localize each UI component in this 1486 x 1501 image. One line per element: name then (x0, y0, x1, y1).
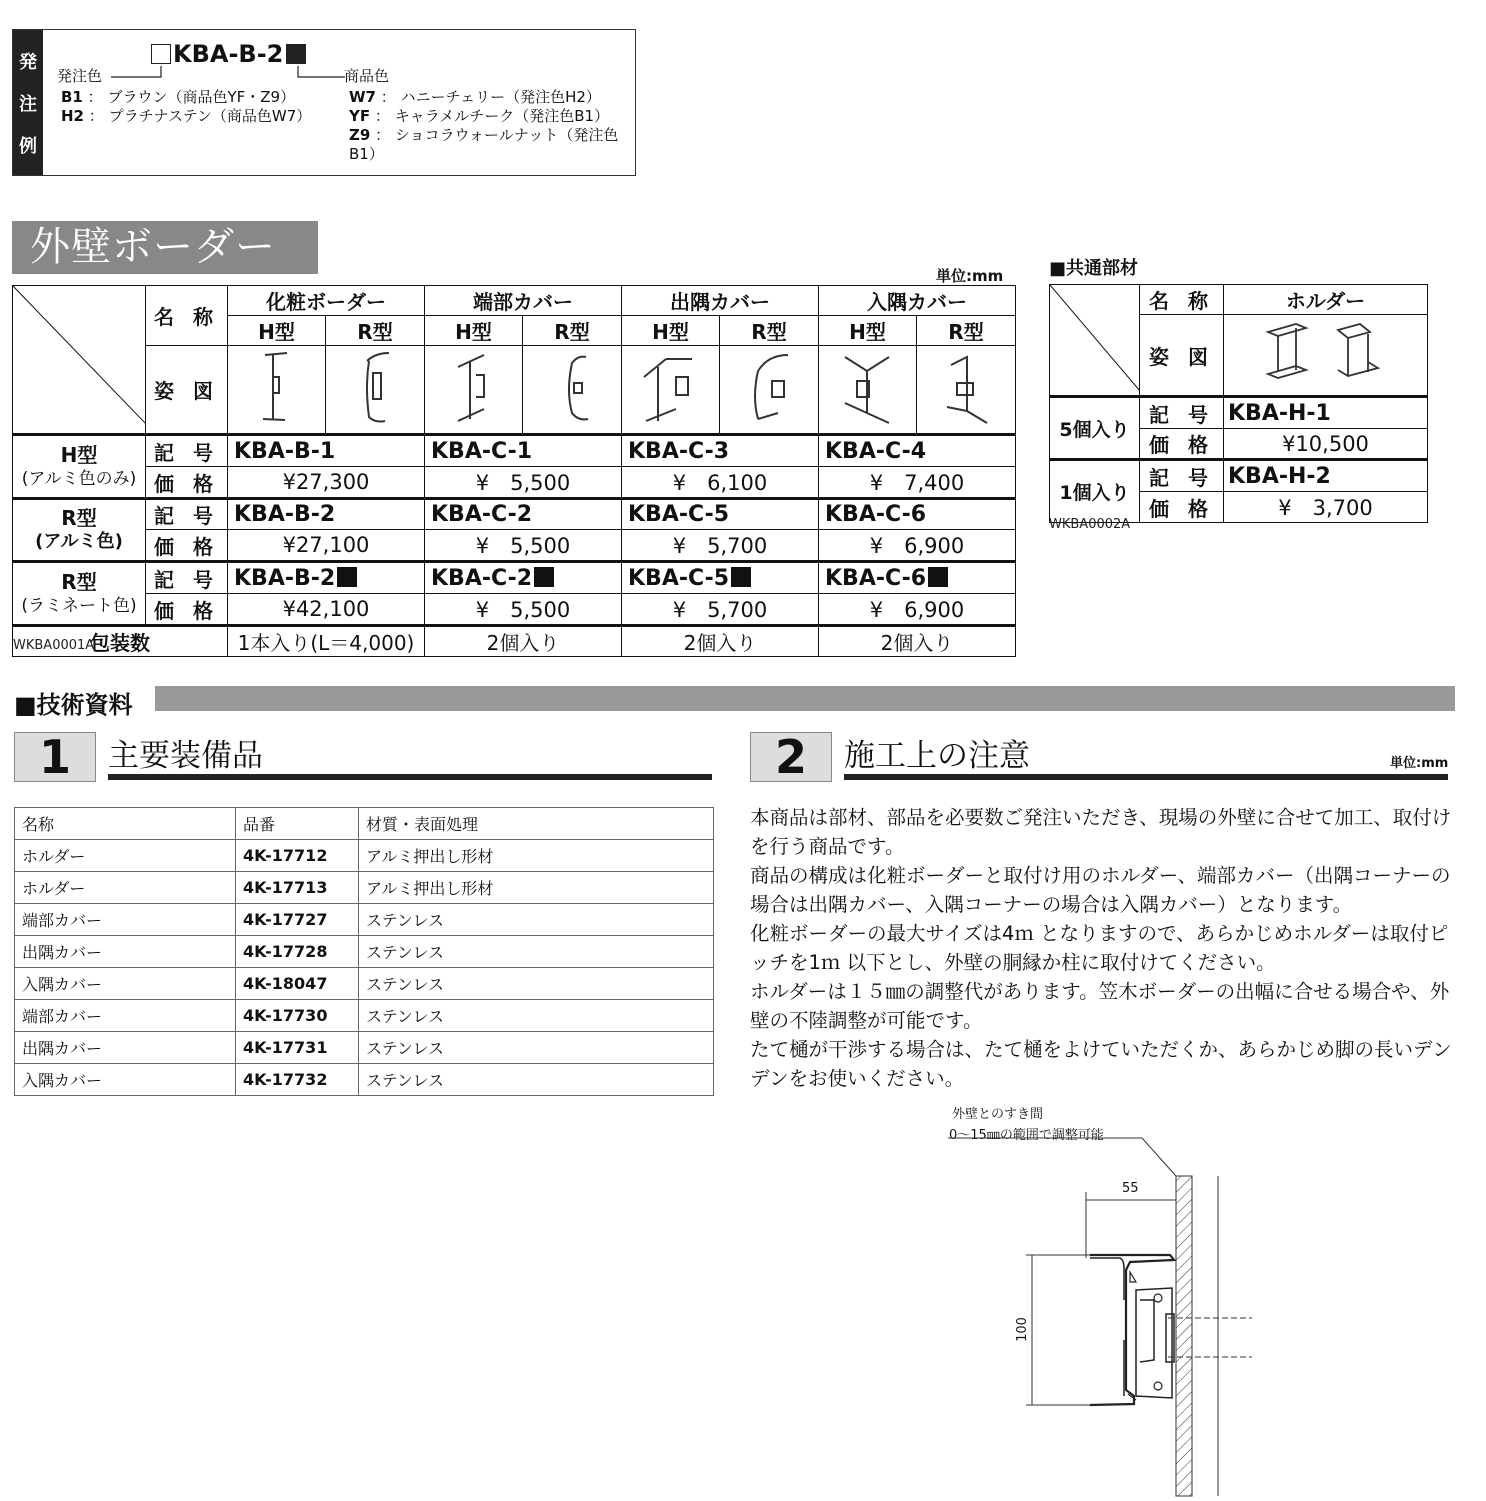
product-code: KBA-B-2 (228, 499, 425, 530)
part-name: 入隅カバー (15, 1064, 236, 1096)
part-name: 出隅カバー (15, 1032, 236, 1064)
row-type: R型 (61, 506, 97, 530)
product-price: ¥ 5,700 (622, 530, 819, 562)
figure-end-h (425, 346, 523, 435)
part-name: ホルダー (15, 872, 236, 904)
type-h: H型 (622, 316, 720, 346)
sep: ： (380, 88, 396, 106)
price-label: 価 格 (146, 530, 228, 562)
order-colors-list (61, 88, 311, 126)
figure-label: 姿 図 (1140, 315, 1224, 397)
part-name: 出隅カバー (15, 936, 236, 968)
part-material: ステンレス (359, 1032, 714, 1064)
sep: ： (88, 107, 104, 125)
sep: ： (374, 107, 390, 125)
part-material: アルミ押出し形材 (359, 840, 714, 872)
product-code-cell (228, 562, 425, 594)
part-number: 4K-17727 (236, 904, 359, 936)
row-type-label (13, 499, 146, 562)
holder-code: KBA-H-2 (1224, 460, 1428, 492)
type-h: H型 (819, 316, 917, 346)
holder-price: ¥10,500 (1224, 429, 1428, 460)
order-color-code: B1 (61, 88, 83, 106)
order-example-box (12, 29, 636, 176)
dim-width: 55 (1122, 1181, 1139, 1196)
note-paragraph: 商品の構成は化粧ボーダーと取付け用のホルダー、端部カバー（出隅コーナーの場合は出隅カバー、入隅コーナーの場合は入隅カバー）となります。 (750, 864, 1451, 916)
gap-label-2: 0～15㎜の範囲で調整可能 (949, 1128, 1104, 1143)
part-material: ステンレス (359, 968, 714, 1000)
section-underline (108, 774, 712, 780)
product-code: KBA-C-3 (622, 435, 819, 467)
product-price: ¥ 6,900 (819, 530, 1016, 562)
common-parts-table (1049, 284, 1428, 523)
figure-end-r (523, 346, 622, 435)
type-r: R型 (523, 316, 622, 346)
holder-name: ホルダー (1224, 285, 1428, 315)
parts-table (14, 807, 714, 1096)
holder-price: ¥ 3,700 (1224, 492, 1428, 523)
color-square-icon (337, 567, 357, 587)
section-title: 施工上の注意 (844, 738, 1030, 774)
note-paragraph: ホルダーは１５㎜の調整代があります。笠木ボーダーの出幅に合せる場合や、外壁の不陸調整が可能です。 (750, 980, 1450, 1032)
part-number: 4K-17713 (236, 872, 359, 904)
holder-figure-drawing (1256, 318, 1396, 388)
holder-figure (1224, 315, 1428, 397)
unit-label: 単位:mm (1390, 756, 1449, 771)
qty-label: 1個入り (1050, 460, 1140, 523)
row-subtype: (アルミ色) (35, 531, 123, 552)
part-name: 端部カバー (15, 904, 236, 936)
outer-r-figure (734, 347, 804, 427)
row-type: H型 (60, 442, 98, 467)
row-subtype: (アルミ色のみ) (21, 468, 137, 489)
product-code: KBA-C-5 (622, 499, 819, 530)
parts-header-name: 名称 (15, 808, 236, 840)
product-code: KBA-C-4 (819, 435, 1016, 467)
product-code-cell (425, 562, 622, 594)
product-price: ¥ 5,500 (425, 530, 622, 562)
part-material: ステンレス (359, 904, 714, 936)
row-subtype: (ラミネート色) (21, 595, 137, 616)
note-paragraph: たて樋が干渉する場合は、たて樋をよけていただくか、あらかじめ脚の長いデンデンをお使いください。 (750, 1038, 1452, 1090)
package-qty: 1本入り(L＝4,000) (228, 626, 425, 657)
type-r: R型 (326, 316, 425, 346)
product-price: ¥ 6,900 (819, 594, 1016, 626)
package-qty: 2個入り (819, 626, 1016, 657)
table-row (15, 1064, 714, 1096)
table-row (15, 936, 714, 968)
figure-border-h (228, 346, 326, 435)
product-color-code: YF (349, 107, 371, 125)
part-number: 4K-17728 (236, 936, 359, 968)
part-material: ステンレス (359, 936, 714, 968)
row-type: R型 (61, 569, 97, 594)
product-color-text: ハニーチェリー（発注色H2） (400, 88, 601, 106)
figure-border-r (326, 346, 425, 435)
qty-label: 5個入り (1050, 397, 1140, 460)
part-name: ホルダー (15, 840, 236, 872)
parts-header-code: 品番 (236, 808, 359, 840)
table-row (15, 904, 714, 936)
package-qty: 2個入り (425, 626, 622, 657)
price-label: 価 格 (1140, 492, 1224, 523)
product-code: KBA-B-1 (228, 435, 425, 467)
product-code: KBA-B-2 (234, 565, 336, 591)
part-material: ステンレス (359, 1000, 714, 1032)
product-price: ¥27,100 (228, 530, 425, 562)
order-color-row (61, 107, 311, 126)
type-h: H型 (425, 316, 523, 346)
product-colors-list (349, 88, 635, 164)
order-side-char: 注 (19, 93, 37, 115)
tech-docs-bar (155, 686, 1455, 711)
part-number: 4K-18047 (236, 968, 359, 1000)
dim-height: 100 (1014, 1317, 1030, 1342)
diagonal-header-cell (1050, 285, 1140, 397)
figure-outer-h (622, 346, 720, 435)
product-code-cell (622, 562, 819, 594)
holder-code: KBA-H-1 (1224, 397, 1428, 429)
product-code: KBA-C-6 (825, 565, 927, 591)
product-price: ¥ 5,700 (622, 594, 819, 626)
part-number: 4K-17731 (236, 1032, 359, 1064)
product-name: 端部カバー (425, 286, 622, 316)
code-label: 記 号 (146, 499, 228, 530)
ref-code: WKBA0001A (13, 638, 95, 653)
note-paragraph: 化粧ボーダーの最大サイズは4ｍ となりますので、あらかじめホルダーは取付ピッチを1ｍ 以下とし、外壁の胴縁か柱に取付けてください。 (750, 922, 1449, 974)
table-row (15, 1000, 714, 1032)
table-row (15, 872, 714, 904)
order-side-char: 例 (19, 135, 37, 157)
part-number: 4K-17732 (236, 1064, 359, 1096)
code-label: 記 号 (146, 435, 228, 467)
order-color-label: 発注色 (57, 67, 103, 85)
end-r-figure (542, 347, 602, 427)
color-square-icon (731, 567, 751, 587)
cross-section-diagram (940, 1100, 1270, 1500)
product-price: ¥ 5,500 (425, 467, 622, 499)
product-price: ¥ 6,100 (622, 467, 819, 499)
product-code-cell (819, 562, 1016, 594)
parts-header-material: 材質・表面処理 (359, 808, 714, 840)
row-type-label (13, 562, 146, 626)
product-price: ¥ 7,400 (819, 467, 1016, 499)
product-color-row (349, 88, 635, 107)
order-color-text: プラチナステン（商品色W7） (108, 107, 312, 125)
product-color-text: ショコラウォールナット（発注色B1） (349, 126, 619, 163)
product-code: KBA-C-2 (431, 565, 533, 591)
wall-border-title: 外壁ボーダー (12, 221, 318, 274)
product-price: ¥42,100 (228, 594, 425, 626)
common-parts-title: ■共通部材 (1049, 258, 1139, 279)
color-square-icon (928, 567, 948, 587)
product-color-text: キャラメルチーク（発注色B1） (394, 107, 610, 125)
border-r-figure (345, 347, 405, 427)
sep: ： (375, 126, 391, 144)
figure-inner-r (917, 346, 1016, 435)
section-number: 2 (750, 732, 832, 782)
table-row (15, 968, 714, 1000)
diagonal-line (1050, 285, 1140, 391)
figure-inner-h (819, 346, 917, 435)
border-h-figure (247, 347, 307, 427)
order-color-row (61, 88, 311, 107)
section-title: 主要装備品 (108, 738, 263, 774)
order-color-code: H2 (61, 107, 84, 125)
order-side-char: 発 (19, 51, 37, 73)
part-number: 4K-17730 (236, 1000, 359, 1032)
price-label: 価 格 (1140, 429, 1224, 460)
product-price: ¥27,300 (228, 467, 425, 499)
price-label: 価 格 (146, 467, 228, 499)
table-row (15, 840, 714, 872)
section-underline (844, 774, 1448, 780)
product-name: 出隅カバー (622, 286, 819, 316)
product-code: KBA-C-6 (819, 499, 1016, 530)
part-name: 入隅カバー (15, 968, 236, 1000)
name-label: 名 称 (146, 286, 228, 346)
end-h-figure (444, 347, 504, 427)
section-number: 1 (14, 732, 96, 782)
figure-outer-r (720, 346, 819, 435)
part-material: ステンレス (359, 1064, 714, 1096)
outer-h-figure (636, 347, 706, 427)
part-material: アルミ押出し形材 (359, 872, 714, 904)
inner-h-figure (833, 347, 903, 427)
price-label: 価 格 (146, 594, 228, 626)
product-name: 入隅カバー (819, 286, 1016, 316)
figure-label: 姿 図 (146, 346, 228, 435)
product-color-row (349, 107, 635, 126)
part-name: 端部カバー (15, 1000, 236, 1032)
product-color-row (349, 126, 635, 164)
part-number: 4K-17712 (236, 840, 359, 872)
package-qty: 2個入り (622, 626, 819, 657)
code-label: 記 号 (146, 562, 228, 594)
sep: ： (87, 88, 103, 106)
note-paragraph: 本商品は部材、部品を必要数ご発注いただき、現場の外壁に合せて加工、取付けを行う商品です。 (750, 806, 1452, 858)
order-color-text: ブラウン（商品色YF・Z9） (107, 88, 296, 106)
product-code: KBA-C-1 (425, 435, 622, 467)
color-square-icon (534, 567, 554, 587)
type-r: R型 (720, 316, 819, 346)
product-code: KBA-C-5 (628, 565, 730, 591)
product-code: KBA-C-2 (425, 499, 622, 530)
table-row (15, 1032, 714, 1064)
price-table (12, 285, 1016, 657)
gap-label-1: 外壁とのすき間 (952, 1107, 1044, 1122)
product-color-label: 商品色 (344, 67, 390, 85)
unit-label: 単位:mm (936, 267, 1004, 285)
inner-r-figure (931, 347, 1001, 427)
product-color-code: W7 (349, 88, 376, 106)
diagonal-header-cell (13, 286, 146, 435)
package-label: 包装数 (13, 626, 228, 657)
type-r: R型 (917, 316, 1016, 346)
product-price: ¥ 5,500 (425, 594, 622, 626)
type-h: H型 (228, 316, 326, 346)
order-code-text: KBA-B-2 (173, 40, 284, 68)
row-type-label (13, 435, 146, 499)
diagonal-line (13, 286, 146, 424)
tech-docs-title: ■技術資料 (14, 691, 133, 719)
code-label: 記 号 (1140, 460, 1224, 492)
installation-notes (750, 803, 1452, 1093)
name-label: 名 称 (1140, 285, 1224, 315)
code-label: 記 号 (1140, 397, 1224, 429)
ref-code: WKBA0002A (1049, 517, 1131, 532)
product-color-code: Z9 (349, 126, 371, 144)
product-name: 化粧ボーダー (228, 286, 425, 316)
